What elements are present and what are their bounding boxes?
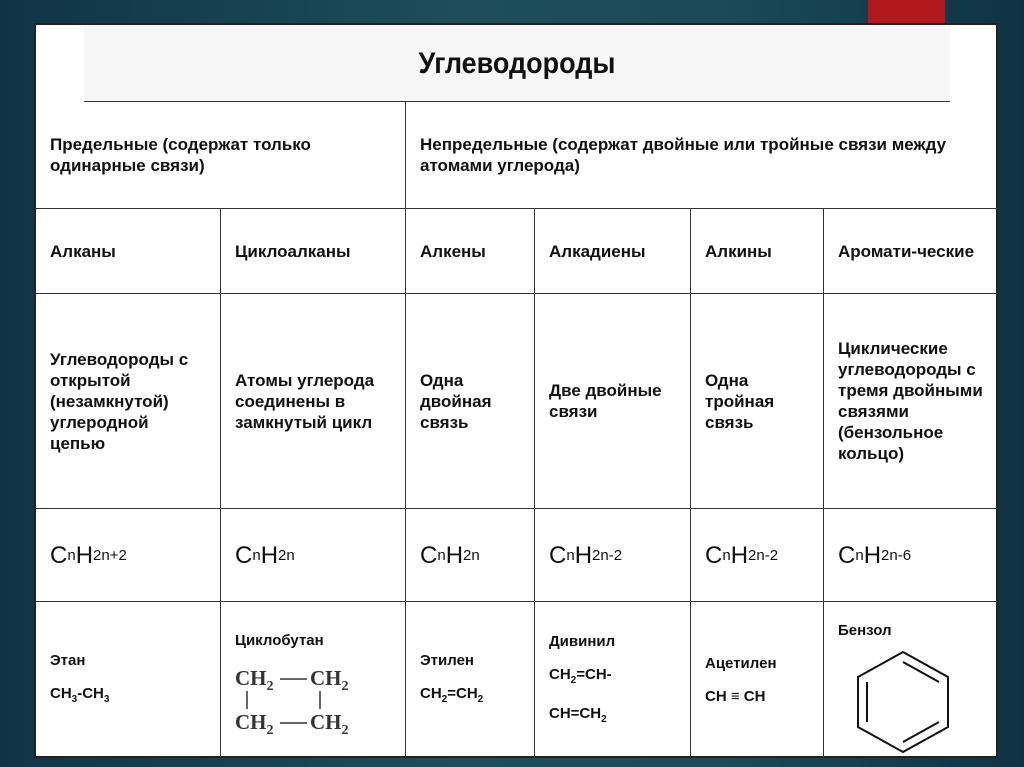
- cyclobutane-structure: [235, 657, 365, 737]
- formula-c: C: [838, 541, 856, 569]
- class-header: [535, 209, 691, 294]
- benzene-ring-icon: [848, 647, 968, 757]
- example-name: Циклобутан: [235, 632, 324, 649]
- example-cell: [535, 602, 691, 758]
- description-text: Циклические углеводороды с тремя двойными связями (бензольное кольцо): [838, 339, 983, 463]
- class-description: [406, 294, 535, 509]
- formula-h-subscript: 2n-2: [748, 546, 779, 564]
- general-formula: [406, 509, 535, 602]
- formula-h: H: [75, 541, 94, 569]
- formula-h-subscript: 2n-2: [592, 546, 623, 564]
- class-description: [535, 294, 691, 509]
- class-header: [221, 209, 406, 294]
- group-unsaturated: Непредельные (содержат двойные или тройные связи между атомами углерода): [406, 102, 998, 209]
- example-name: Бензол: [838, 622, 892, 639]
- class-label: Циклоалканы: [235, 241, 351, 261]
- class-description: [824, 294, 998, 509]
- cyclobutane-atom: $CH_2$: [310, 710, 349, 737]
- example-cell: [36, 602, 221, 758]
- cyclobutane-atom: $CH_2$: [235, 710, 274, 737]
- description-text: Углеводороды с открытой (незамкнутой) углеродной цепью: [50, 349, 189, 453]
- description-text: Одна тройная связь: [705, 370, 775, 432]
- formula-h-subscript: 2n: [463, 546, 480, 564]
- formula-subscript: 2: [570, 674, 577, 686]
- example-name: Этан: [50, 652, 86, 669]
- cyclobutane-atom: $CH_2$: [310, 666, 349, 694]
- formula-h-subscript: 2n+2: [93, 546, 127, 564]
- formula-h: H: [574, 541, 593, 569]
- formula-c: C: [420, 541, 438, 569]
- formula-n: n: [252, 546, 261, 564]
- example-cell: [824, 602, 998, 758]
- class-header: [36, 209, 221, 294]
- class-description: [221, 294, 406, 509]
- formula-text: =CH: [447, 685, 478, 702]
- formula-h-subscript: 2n: [278, 546, 295, 564]
- formula-text: CH ≡ CH: [705, 688, 766, 705]
- example-cell: [406, 602, 535, 758]
- example-cell: [691, 602, 824, 758]
- formula-h-subscript: 2n-6: [881, 546, 912, 564]
- general-formula: [535, 509, 691, 602]
- class-description: [691, 294, 824, 509]
- example-name: Этилен: [420, 652, 474, 669]
- general-formula: [36, 509, 221, 602]
- example-name: Дивинил: [549, 632, 616, 650]
- class-label: Алкины: [705, 241, 772, 261]
- class-description: [36, 294, 221, 509]
- formula-text: -CH: [77, 685, 104, 702]
- formula-subscript: 3: [103, 694, 110, 705]
- formula-subscript: 2: [441, 694, 448, 705]
- class-label: Алкадиены: [549, 241, 646, 261]
- cyclobutane-atom: $CH_2$: [235, 666, 274, 694]
- table-title: Углеводороды: [84, 25, 950, 102]
- hydrocarbons-table: [34, 23, 998, 758]
- formula-h: H: [445, 541, 464, 569]
- class-header: [691, 209, 824, 294]
- class-header: [824, 209, 998, 294]
- formula-h: H: [730, 541, 749, 569]
- general-formula: [221, 509, 406, 602]
- example-cell: [221, 602, 406, 758]
- formula-c: C: [705, 541, 723, 569]
- formula-c: C: [549, 541, 567, 569]
- general-formula: [691, 509, 824, 602]
- formula-text: CH: [549, 665, 571, 683]
- class-label: Алкены: [420, 241, 486, 261]
- formula-text: CH=CH: [549, 704, 602, 722]
- formula-c: C: [235, 541, 253, 569]
- example-name: Ацетилен: [705, 655, 777, 672]
- formula-h: H: [260, 541, 279, 569]
- formula-text: =CH-: [576, 665, 612, 683]
- class-label: Аромати-ческие: [838, 241, 975, 261]
- formula-h: H: [863, 541, 882, 569]
- formula-n: n: [855, 546, 864, 564]
- general-formula: [824, 509, 998, 602]
- formula-subscript: 2: [477, 694, 484, 705]
- formula-c: C: [50, 541, 68, 569]
- formula-subscript: 2: [601, 713, 607, 725]
- formula-n: n: [566, 546, 575, 564]
- formula-text: CH: [420, 685, 442, 702]
- formula-n: n: [437, 546, 446, 564]
- group-saturated: Предельные (содержат только одинарные связи): [36, 102, 406, 209]
- class-header: [406, 209, 535, 294]
- description-text: Атомы углерода соединены в замкнутый цикл: [235, 370, 375, 432]
- formula-subscript: 3: [71, 694, 78, 705]
- accent-block: [868, 0, 945, 23]
- description-text: Две двойные связи: [549, 381, 662, 421]
- formula-text: CH: [50, 685, 72, 702]
- formula-n: n: [67, 546, 76, 564]
- class-label: Алканы: [50, 241, 116, 261]
- formula-n: n: [722, 546, 731, 564]
- description-text: Одна двойная связь: [420, 370, 492, 432]
